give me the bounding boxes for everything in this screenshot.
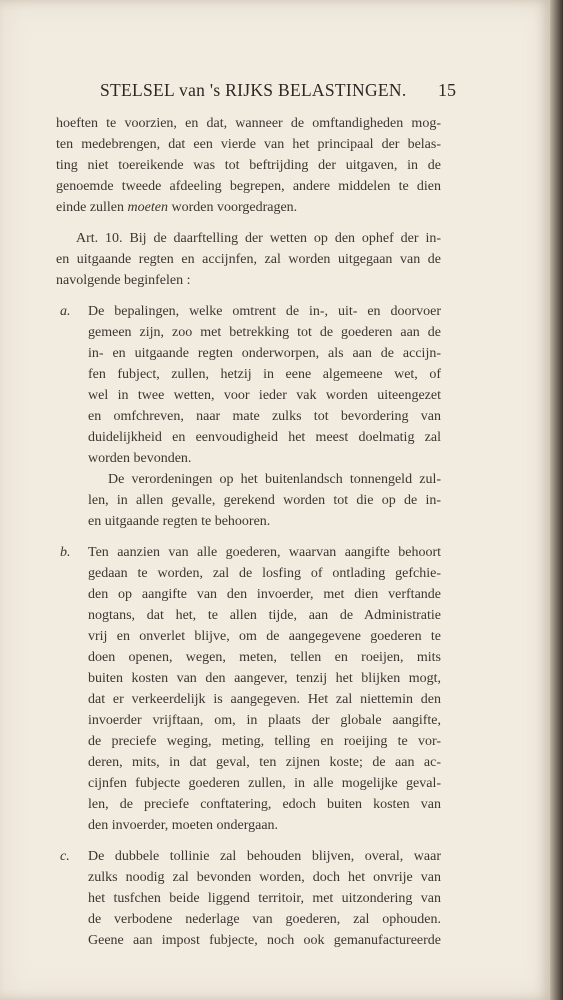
text-fragment: einde zullen	[56, 200, 128, 215]
text-line	[56, 197, 441, 218]
text-line: duidelijkheid en eenvoudigheid het meest doelmatig zal	[88, 430, 441, 445]
page-edge	[550, 0, 563, 1000]
text-line: het tusfchen beide liggend territoir, met uitzondering van	[88, 891, 441, 906]
text-line: en uitgaande regten te behooren.	[88, 514, 271, 529]
text-line: fen fubject, zullen, hetzij in eene algemeene wet, of	[88, 367, 441, 382]
item-marker: a.	[60, 304, 71, 319]
running-header	[100, 80, 456, 104]
text-line: worden bevonden.	[88, 451, 192, 466]
text-line: ting niet toereikende was tot beftrijding der uitgaven, in de	[56, 158, 441, 173]
text-line: deren, mits, in dat geval, ten zijnen koste; de aan ac-	[88, 755, 441, 770]
text-line: De verordeningen op het buitenlandsch tonnengeld zul-	[108, 472, 441, 487]
list-item-b	[56, 542, 441, 836]
text-line: buiten kosten van den aangever, tenzij het blijken mogt,	[88, 671, 441, 686]
list-item-c	[56, 846, 441, 951]
text-line: invoerder vrijftaan, om, in plaats der globale aangifte,	[88, 713, 441, 728]
text-line: in- en uitgaande regten onderworpen, als aan de accijn-	[88, 346, 441, 361]
italic-word: moeten	[127, 200, 168, 215]
text-line: De dubbele tollinie zal behouden blijven, overal, waar	[88, 849, 441, 864]
running-title: STELSEL van 's RIJKS BELASTINGEN.	[100, 80, 407, 100]
text-line: Art. 10. Bij de daarftelling der wetten op den ophef der in-	[76, 231, 441, 246]
text-line: genoemde tweede afdeeling begrepen, andere middelen te dien	[56, 179, 441, 194]
text-line: ten medebrengen, dat een vierde van het principaal der belas-	[56, 137, 441, 152]
text-line: zulks noodig zal bevonden worden, doch het onvrije van	[88, 870, 441, 885]
paragraph-art-10	[56, 228, 441, 291]
text-line: en omfchreven, naar mate zulks tot bevordering van	[88, 409, 441, 424]
text-line: cijnfen fubjecte goederen zullen, in alle mogelijke geval-	[88, 776, 441, 791]
text-line: Ten aanzien van alle goederen, waarvan aangifte behoort	[88, 545, 441, 560]
text-line: den op aangifte van den invoerder, met dien verftande	[88, 587, 441, 602]
item-marker: c.	[60, 849, 70, 864]
text-line: nogtans, dat het, te allen tijde, aan de Administratie	[88, 608, 441, 623]
text-line: wel in twee wetten, voor ieder vak worden uiteengezet	[88, 388, 441, 403]
page-number: 15	[438, 80, 456, 100]
text-line: doen openen, wegen, meten, tellen en roeijen, mits	[88, 650, 441, 665]
text-line: gedaan te worden, zal de losfing of ontlading gefchie-	[88, 566, 441, 581]
item-marker: b.	[60, 545, 71, 560]
text-line: gemeen zijn, zoo met betrekking tot de goederen aan de	[88, 325, 441, 340]
text-line: de verbodene nederlage van goederen, zal ophouden.	[88, 912, 441, 927]
text-line: navolgende beginfelen :	[56, 273, 191, 288]
text-line: den invoerder, moeten ondergaan.	[88, 818, 279, 833]
body-text	[56, 113, 441, 951]
text-line: dat er verkeerdelijk is aangegeven. Het zal niettemin den	[88, 692, 441, 707]
text-line: de preciefe weging, meting, telling en roeijing te vor-	[88, 734, 441, 749]
text-line: De bepalingen, welke omtrent de in-, uit- en doorvoer	[88, 304, 441, 319]
text-line: en uitgaande regten en accijnfen, zal worden uitgegaan van de	[56, 252, 441, 267]
paragraph-1	[56, 113, 441, 218]
text-line: vrij en onverlet blijve, om de aangegevene goederen te	[88, 629, 441, 644]
text-line: Geene aan impost fubjecte, noch ook gemanufactureerde	[88, 933, 441, 948]
text-line: len, in allen gevalle, gerekend worden tot die op de in-	[88, 493, 441, 508]
list-item-a	[56, 301, 441, 532]
text-line: len, de preciefe conftatering, edoch buiten kosten van	[88, 797, 441, 812]
text-line: hoeften te voorzien, en dat, wanneer de omftandigheden mog-	[56, 116, 441, 131]
text-fragment: worden voorgedragen.	[167, 200, 298, 215]
